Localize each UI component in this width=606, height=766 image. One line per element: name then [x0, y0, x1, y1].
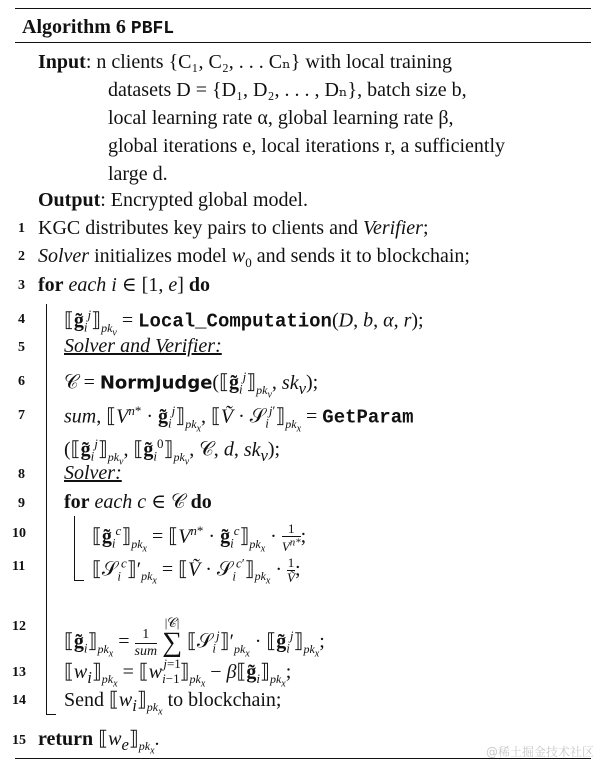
step-6: 𝒞 = $NormJudge(⟦g̃_i^j⟧_{pk_v}$, $sk_v$);: [64, 369, 319, 401]
input-line-5: large d.: [108, 163, 168, 185]
line-number: 3: [18, 278, 25, 293]
step-1: KGC distributes key pairs to clients and Verifier;: [38, 217, 429, 239]
watermark: @稀土掘金技术社区: [485, 745, 594, 759]
caption-rule: [15, 42, 591, 43]
algorithm-caption: [22, 17, 174, 38]
step-7-cont: ($⟦g̃_i^j⟧_{pk_v}$, $⟦g̃_i^0⟧_{pk_v}$, 𝒞, d, $sk_v$);: [64, 436, 281, 468]
line-number: 8: [18, 467, 25, 482]
line-number: 2: [18, 249, 25, 264]
line-number: 10: [12, 526, 26, 541]
input-line-1: [38, 52, 452, 72]
step-12: $⟦g̃_i⟧_{pk_x}$ = 1 sum |𝒞| ∑ j=1 $⟦𝒮_i^j⟧'_{pk_x}$ · $⟦g̃_i^j⟧_{pk_x}$;: [64, 615, 325, 671]
line-number: 5: [18, 340, 25, 355]
top-rule: [15, 8, 591, 9]
step-4: $⟦g̃_i^j⟧_{pk_v}$ = Local_Computation(D, b, α, r);: [64, 307, 424, 339]
for-loop-bar: [46, 304, 47, 714]
input-line-2: datasets D = {D₁, D₂, . . . , Dₙ}, batch size b,: [108, 79, 467, 101]
input-text-1: : n clients {C₁, C₂, . . . Cₙ} with local training: [85, 51, 453, 73]
algorithm-name: PBFL: [130, 19, 175, 39]
line-number: 13: [12, 665, 26, 680]
step-2: Solver initializes model $w_0$ and sends it to blockchain;: [38, 245, 470, 270]
for-loop-hook: [46, 714, 56, 715]
input-line-4: global iterations e, local iterations r, a sufficiently: [108, 135, 506, 157]
step-14: Send $⟦w_i⟧_{pk_x}$ to blockchain;: [64, 689, 282, 718]
line-number: 15: [12, 733, 26, 748]
algorithm-label: Algorithm 6: [22, 16, 126, 38]
step-7: sum, $⟦V^{n*}$ · $g̃_i^j⟧_{pk_x}$, ⟦Ṽ · $𝒮_i^{j'}⟧_{pk_x}$ = GetParam: [64, 403, 414, 435]
output-label: Output: [38, 189, 101, 211]
inner-loop-bar: [74, 516, 75, 580]
input-label: Input: [38, 51, 86, 73]
line-number: 12: [12, 619, 26, 634]
line-number: 4: [18, 312, 25, 327]
input-line-3: local learning rate α, global learning rate β,: [108, 107, 454, 129]
step-13: $⟦w_i⟧_{pk_x}$ = $⟦w_{i-1}⟧_{pk_x}$ − $\beta⟦g̃_i⟧_{pk_x}$;: [64, 661, 292, 690]
step-5: Solver and Verifier:: [64, 335, 222, 357]
output-line: [38, 190, 308, 210]
step-11: $⟦𝒮_i^c⟧'_{pk_x}$ = ⟦Ṽ · $𝒮_i^{c'}⟧_{pk_x}$ · $\frac{1}{\text{Ṽ}}$ ;: [92, 555, 301, 587]
line-number: 1: [18, 221, 25, 236]
line-number: 9: [18, 496, 25, 511]
step-9: for each c ∈ 𝒞 do: [64, 491, 212, 513]
step-3: for each i ∈ [1, e] do: [38, 274, 211, 296]
line-number: 6: [18, 374, 25, 389]
line-number: 7: [18, 408, 25, 423]
step-15: return $⟦w_e⟧_{pk_x}$.: [38, 728, 160, 757]
step-10: $⟦g̃_i^c⟧_{pk_x}$ = $⟦V^{n*}$ · $g̃_i^c⟧_{pk_x}$ · $\frac{1}{V^{n*}}$ ;: [92, 521, 307, 554]
line-number: 11: [12, 559, 26, 574]
step-8: Solver:: [64, 462, 122, 484]
inner-loop-hook: [74, 580, 84, 581]
line-number: 14: [12, 693, 26, 708]
output-text: : Encrypted global model.: [100, 189, 308, 211]
